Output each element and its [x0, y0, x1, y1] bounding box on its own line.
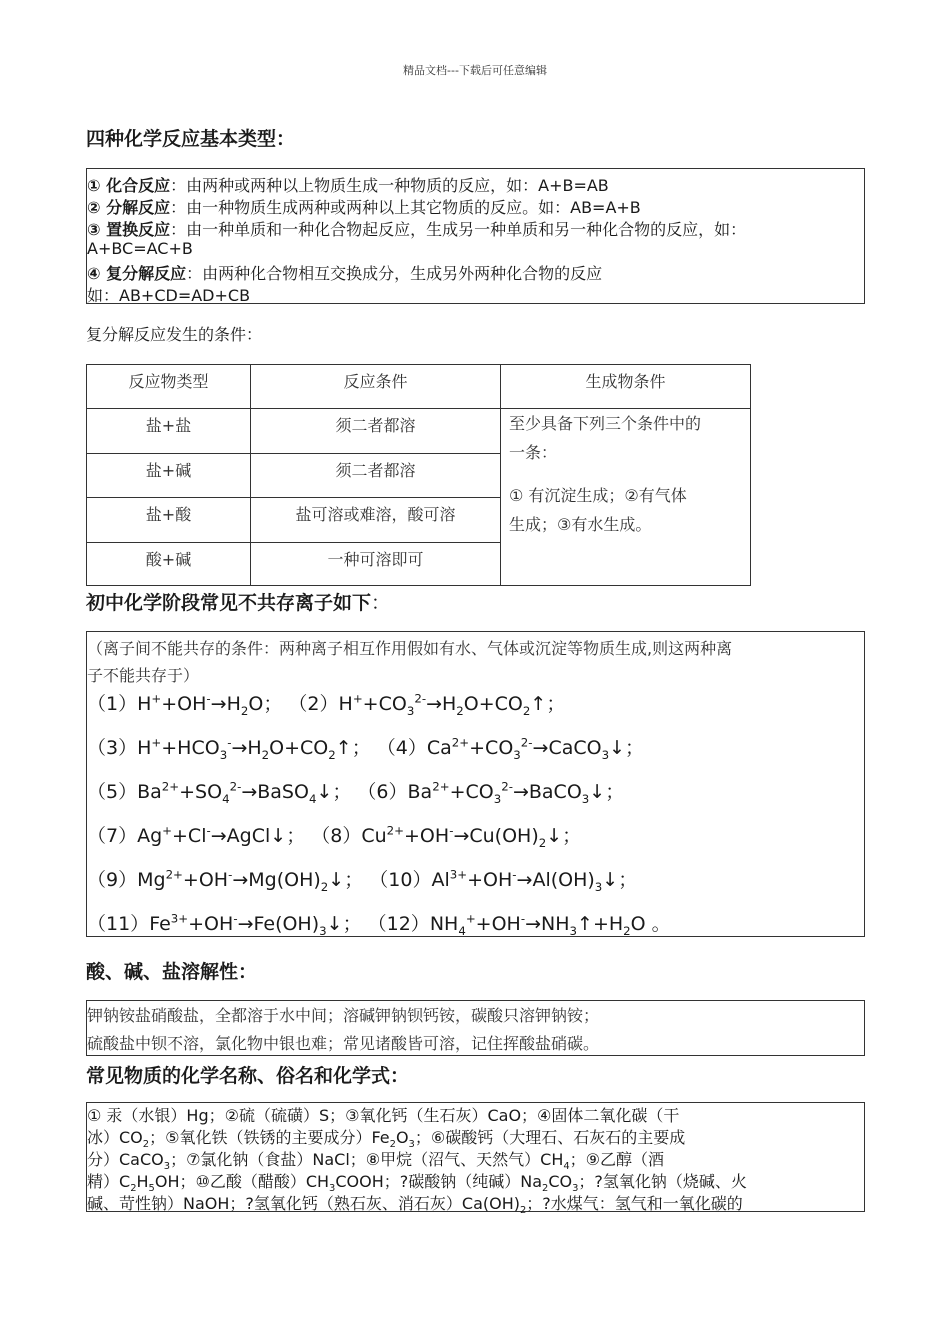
- table-header-row: [87, 365, 751, 409]
- reaction-desc: ：由两种或两种以上物质生成一种物质的反应，如：A+B=AB: [170, 176, 609, 195]
- header-note: 精品文档---下载后可任意编辑: [403, 64, 547, 77]
- ion-equation-line: （7）Ag++Cl-→AgCl↓； $(8)Cu^{2+}+OH^-\to Cu(OH)_2↓$；: [87, 823, 582, 850]
- substance-line: 碱、苛性钠）NaOH；?氢氧化钙（熟石灰、消石灰）$Ca(OH)_2$；?水煤气：氢气和一氧化碳的: [87, 1194, 743, 1217]
- reaction-type-row: [87, 217, 746, 240]
- reaction-desc: ：由一种物质生成两种或两种以上其它物质的反应。如：AB=A+B: [170, 198, 641, 217]
- ions-note: （离子间不能共存的条件：两种离子相互作用假如有水、气体或沉淀等物质生成,则这两种离: [87, 639, 733, 658]
- reaction-term: ③ 置换反应: [87, 220, 171, 239]
- ions-box: [86, 631, 865, 937]
- ion-equation-line: $(5)Ba^{2+}+SO_4^{2-}\to BaSO_4↓$； $(6)Ba^{2+}+CO_3^{2-}\to BaCO_3↓$；: [87, 779, 625, 806]
- reaction-types-box: [86, 168, 865, 304]
- substance-line: 精）$C_2H_5OH$；⑩乙酸（醋酸）$CH_3COOH$；?碳酸钠（纯碱）$Na_2CO_3$；?氢氧化钠（烧碱、火: [87, 1172, 747, 1195]
- reaction-type-row: [87, 239, 193, 258]
- reaction-desc: 如：AB+CD=AD+CB: [87, 286, 251, 305]
- ion-equation-line: $(11)Fe^{3+}+OH^-\to Fe(OH)_3↓$； $(12)NH_4^++OH^-\to NH_3↑+H_2O$ 。: [87, 911, 671, 938]
- reaction-type-row: [87, 173, 609, 196]
- reaction-desc: ：由两种化合物相互交换成分，生成另外两种化合物的反应: [186, 264, 603, 283]
- product-text: 至少具备下列三个条件中的: [509, 414, 702, 433]
- product-text: ① 有沉淀生成；②有气体: [509, 486, 687, 505]
- ions-note: 子不能共存于）: [87, 666, 200, 685]
- section-title-substances: 常见物质的化学名称、俗名和化学式：: [86, 1065, 410, 1087]
- solubility-rhyme: 硫酸盐中钡不溶，氯化物中银也难；常见诸酸皆可溶，记住挥酸盐硝碳。: [87, 1034, 600, 1053]
- substance-line: 分）CaCO$_3$；⑦氯化钠（食盐）NaCl；⑧甲烷（沼气、天然气）$CH_4$；⑨乙醇（酒: [87, 1150, 665, 1173]
- section-title-conditions: 复分解反应发生的条件：: [86, 325, 263, 344]
- section-title-solubility: 酸、碱、盐溶解性：: [86, 961, 258, 983]
- reaction-term: ① 化合反应: [87, 176, 171, 195]
- ion-equation-line: $(1)H^++OH^-\to H_2O$； $(2)H^++CO_3^{2-}\to H_2O+CO_2↑$；: [87, 691, 566, 718]
- conditions-table: [86, 364, 751, 586]
- substance-line: 冰）$CO_2$；⑤氧化铁（铁锈的主要成分）$Fe_2O_3$；⑥碳酸钙（大理石、石灰石的主要成: [87, 1128, 686, 1151]
- header-cell: 反应物类型: [87, 365, 251, 409]
- table-row: [87, 409, 751, 454]
- product-text: 生成；③有水生成。: [509, 515, 652, 534]
- condition-cell: 须二者都溶: [251, 454, 501, 498]
- header-cell: 反应条件: [251, 365, 501, 409]
- reaction-term: ② 分解反应: [87, 198, 171, 217]
- condition-cell: 一种可溶即可: [251, 543, 501, 586]
- reactant-cell: 盐+碱: [87, 454, 251, 498]
- reaction-type-row: [87, 261, 602, 284]
- reaction-desc: A+BC=AC+B: [87, 239, 193, 258]
- ion-equation-line: $(3)H^++HCO_3^-\to H_2O+CO_2↑$； $(4)Ca^{2+}+CO_3^{2-}\to CaCO_3↓$；: [87, 735, 645, 762]
- reactant-cell: 酸+碱: [87, 543, 251, 586]
- product-condition-cell: [501, 409, 751, 586]
- condition-cell: 盐可溶或难溶，酸可溶: [251, 498, 501, 543]
- solubility-rhyme: 钾钠铵盐硝酸盐，全都溶于水中间；溶碱钾钠钡钙铵，碳酸只溶钾钠铵；: [87, 1006, 600, 1025]
- substance-line: ① 汞（水银）Hg；②硫（硫磺）S；③氧化钙（生石灰）CaO；④固体二氧化碳（干: [87, 1106, 680, 1125]
- reactant-cell: 盐+盐: [87, 409, 251, 454]
- substances-box: [86, 1102, 865, 1217]
- reactant-cell: 盐+酸: [87, 498, 251, 543]
- ions-title-text: 初中化学阶段常见不共存离子如下: [86, 592, 372, 614]
- ions-title-colon: ：: [371, 592, 391, 614]
- ion-equation-line: $(9)Mg^{2+}+OH^-\to Mg(OH)_2↓$； $(10)Al^{3+}+OH^-\to Al(OH)_3↓$；: [87, 867, 638, 894]
- product-text: 一条：: [509, 443, 558, 462]
- solubility-box: [86, 1000, 865, 1056]
- section-title-ions: [86, 588, 390, 615]
- header-cell: 生成物条件: [501, 365, 751, 409]
- reaction-desc: ：由一种单质和一种化合物起反应，生成另一种单质和另一种化合物的反应，如：: [170, 220, 747, 239]
- reaction-type-row: [87, 283, 250, 306]
- section-title-reaction-types: 四种化学反应基本类型：: [86, 128, 296, 150]
- reaction-type-row: [87, 195, 641, 218]
- condition-cell: 须二者都溶: [251, 409, 501, 454]
- reaction-term: ④ 复分解反应: [87, 264, 187, 283]
